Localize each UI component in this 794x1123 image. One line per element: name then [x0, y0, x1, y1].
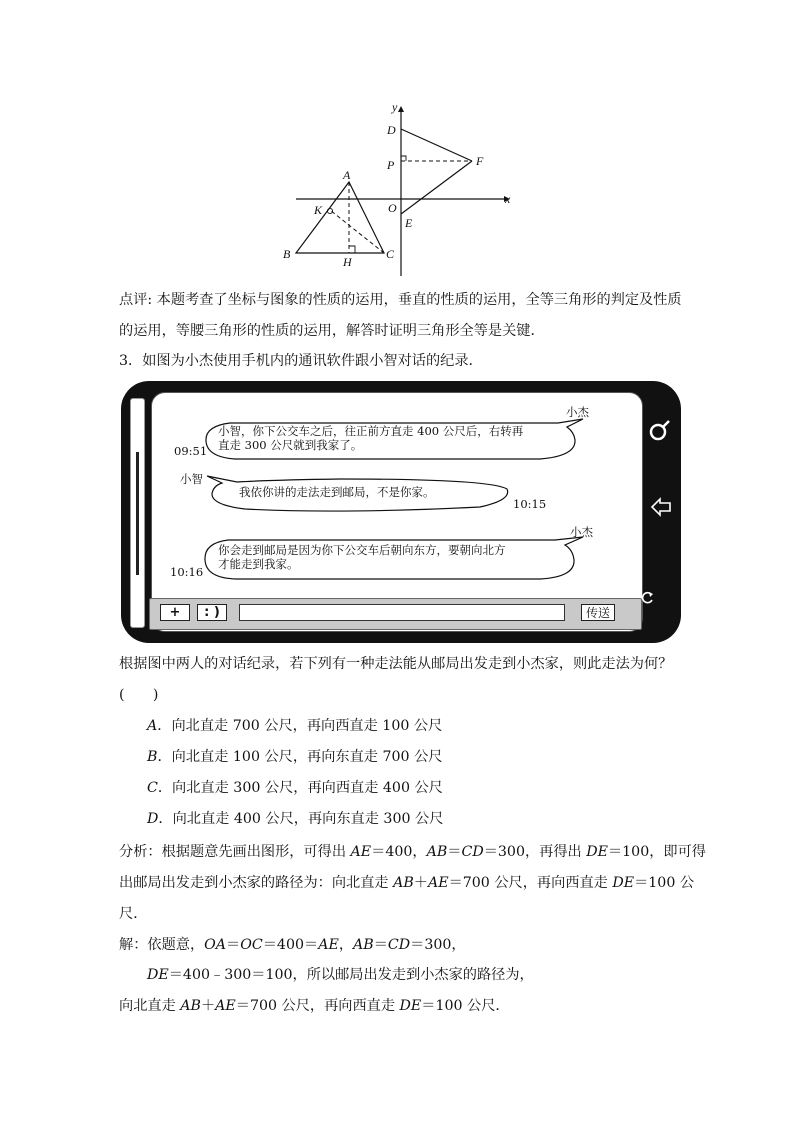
- add-button[interactable]: +: [160, 604, 190, 621]
- var-ab: AB: [180, 998, 201, 1014]
- time-label-3: 10:16: [170, 565, 204, 579]
- label-f: F: [476, 154, 484, 168]
- var-oc: OC: [240, 937, 263, 953]
- analysis-text: ＋: [413, 875, 428, 891]
- analysis-line-2: [119, 874, 694, 892]
- back-arrow-icon[interactable]: [650, 497, 672, 517]
- analysis-text: ＝100，即可得: [607, 844, 706, 860]
- var-de: DE: [612, 875, 635, 891]
- var-de: DE: [399, 998, 422, 1014]
- solution-text: 解：依题意，: [119, 937, 205, 953]
- option-b: [147, 748, 442, 766]
- solution-line-3: [119, 997, 510, 1015]
- message-input[interactable]: [239, 604, 565, 621]
- label-c: C: [386, 247, 395, 261]
- geometry-figure: [270, 95, 530, 280]
- sender-label-1: 小杰: [566, 405, 589, 419]
- solution-text: ＝: [373, 937, 388, 953]
- analysis-line-1: [119, 843, 706, 861]
- solution-text: ＝700 公尺，再向西直走: [235, 998, 400, 1014]
- question-title: 3．如图为小杰使用手机内的通讯软件跟小智对话的纪录．: [119, 353, 483, 369]
- time-label-2: 10:15: [513, 497, 547, 511]
- segment-df: [401, 129, 472, 161]
- solution-text: ＝100 公尺．: [421, 998, 510, 1014]
- option-b-letter: B: [147, 749, 158, 765]
- solution-line-1: [119, 936, 466, 954]
- solution-text: 向北直走: [119, 998, 181, 1014]
- var-cd: CD: [461, 844, 484, 860]
- label-o: O: [388, 201, 397, 215]
- var-oa: OA: [204, 937, 227, 953]
- search-icon[interactable]: [648, 419, 672, 443]
- option-c: [147, 779, 443, 797]
- segment-fe: [401, 161, 472, 214]
- analysis-text: 分析：根据题意先画出图形，可得出: [119, 844, 351, 860]
- option-a-letter: A: [147, 718, 158, 734]
- y-axis-arrow: [398, 106, 404, 112]
- var-de: DE: [586, 844, 608, 860]
- var-ae: AE: [350, 844, 372, 860]
- analysis-text: ＝300，再得出: [483, 844, 587, 860]
- var-ae: AE: [427, 875, 449, 891]
- var-ab: AB: [353, 937, 374, 953]
- label-y: y: [392, 100, 398, 114]
- message-3-line-1: 你会走到邮局是因为你下公交车后朝向东方，要朝向北方: [218, 543, 506, 557]
- label-p: P: [387, 158, 395, 172]
- phone-scrollbar[interactable]: [136, 452, 139, 575]
- analysis-text: ＝400，: [371, 844, 427, 860]
- solution-text: ＝400＝: [262, 937, 319, 953]
- solution-text: ＝400﹣300＝100，所以邮局出发走到小杰家的路径为，: [168, 967, 534, 983]
- var-de: DE: [147, 967, 169, 983]
- option-b-text: ．向北直走 100 公尺，再向东直走 700 公尺: [157, 749, 443, 765]
- label-h: H: [343, 255, 352, 269]
- label-k: K: [314, 203, 323, 217]
- time-label-1: 09:51: [174, 444, 208, 458]
- var-ab: AB: [393, 875, 414, 891]
- solution-text: ＋: [200, 998, 216, 1014]
- analysis-text: ＝100 公: [634, 875, 695, 891]
- message-3-line-2: 才能走到我家。: [218, 557, 299, 571]
- label-d: D: [387, 123, 396, 137]
- analysis-text: 出邮局出发走到小杰家的路径为：向北直走: [119, 875, 394, 891]
- sender-label-3: 小杰: [570, 525, 593, 539]
- send-button[interactable]: 传送: [581, 604, 615, 621]
- segment-ck: [330, 210, 384, 253]
- var-ae: AE: [215, 998, 236, 1014]
- comment-line-2: 的运用，等腰三角形的性质的运用，解答时证明三角形全等是关键．: [119, 323, 545, 339]
- var-ae: AE: [318, 937, 339, 953]
- analysis-line-3: 尺．: [119, 906, 148, 922]
- label-x: x: [505, 192, 511, 206]
- option-a: [147, 717, 442, 735]
- solution-text: ＝: [226, 937, 241, 953]
- refresh-icon[interactable]: [641, 591, 655, 605]
- emoji-button[interactable]: : ): [197, 604, 227, 621]
- question-prompt: 根据图中两人的对话纪录，若下列有一种走法能从邮局出发走到小杰家，则此走法为何？: [119, 656, 673, 672]
- solution-line-2: [147, 966, 534, 984]
- label-a: A: [343, 168, 351, 182]
- sender-label-2: 小智: [180, 472, 203, 486]
- comment-line-1: 点评: 本题考查了坐标与图象的性质的运用，垂直的性质的运用，全等三角形的判定及性质: [119, 292, 682, 308]
- solution-text: ，: [338, 937, 354, 953]
- message-1-line-1: 小智，你下公交车之后，往正前方直走 400 公尺后，右转再: [218, 424, 524, 438]
- analysis-text: ＝: [447, 844, 462, 860]
- var-cd: CD: [387, 937, 411, 953]
- label-b: B: [283, 247, 291, 261]
- option-d-text: ．向北直走 400 公尺，再向东直走 300 公尺: [158, 811, 444, 827]
- option-d-letter: D: [147, 811, 159, 827]
- var-ab: AB: [426, 844, 448, 860]
- option-d: [147, 810, 443, 828]
- message-2-line-1: 我依你讲的走法走到邮局，不是你家。: [239, 485, 435, 499]
- option-c-letter: C: [147, 780, 158, 796]
- answer-paren: ( ): [119, 687, 159, 703]
- label-e: E: [405, 216, 413, 230]
- right-angle-h: [349, 246, 355, 253]
- option-c-text: ．向北直走 300 公尺，再向西直走 400 公尺: [157, 780, 443, 796]
- analysis-text: ＝700 公尺，再向西直走: [448, 875, 613, 891]
- message-1-line-2: 直走 300 公尺就到我家了。: [218, 438, 363, 452]
- option-a-text: ．向北直走 700 公尺，再向西直走 100 公尺: [157, 718, 443, 734]
- solution-text: ＝300，: [410, 937, 466, 953]
- right-angle-p: [401, 156, 406, 161]
